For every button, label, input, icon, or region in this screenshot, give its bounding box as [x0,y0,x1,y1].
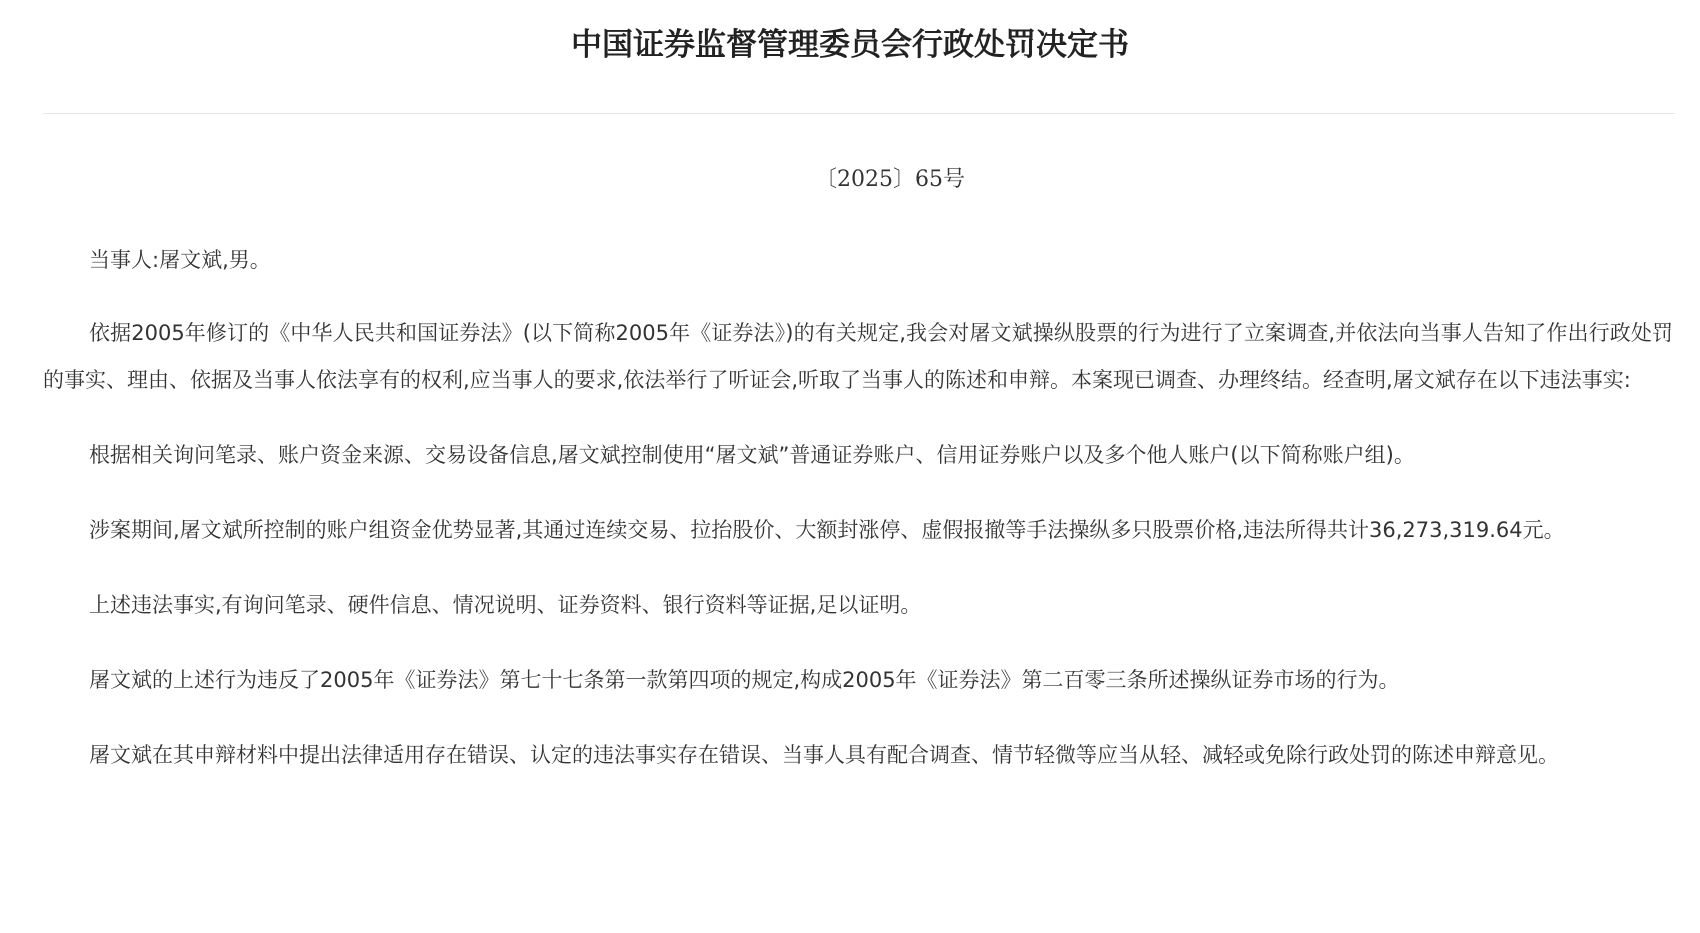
paragraph-investigation: 依据2005年修订的《中华人民共和国证券法》(以下简称2005年《证券法》)的有关规定,我会对屠文斌操纵股票的行为进行了立案调查,并依法向当事人告知了作出行政处罚的事实、理由、依据及当事人依法享有的权利,应当事人的要求,依法举行了听证会,听取了当事人的陈述和申辩。本案现已调查、办理终结。经查明,屠文斌存在以下违法事实: [43,321,1673,392]
document-title: 中国证券监督管理委员会行政处罚决定书 [571,27,1129,63]
paragraph-accounts: 根据相关询问笔录、账户资金来源、交易设备信息,屠文斌控制使用“屠文斌”普通证券账户、信用证券账户以及多个他人账户(以下简称账户组)。 [89,443,1415,467]
document-number: 〔2025〕65号 [815,167,965,192]
paragraph-evidence: 上述违法事实,有询问笔录、硬件信息、情况说明、证券资料、银行资料等证据,足以证明。 [89,593,922,617]
paragraph-illegal-gains: 涉案期间,屠文斌所控制的账户组资金优势显著,其通过连续交易、拉抬股价、大额封涨停、虚假报撤等手法操纵多只股票价格,违法所得共计36,273,319.64元。 [89,518,1565,542]
paragraph-defense: 屠文斌在其申辩材料中提出法律适用存在错误、认定的违法事实存在错误、当事人具有配合调查、情节轻微等应当从轻、减轻或免除行政处罚的陈述申辩意见。 [89,743,1559,767]
paragraph-violation: 屠文斌的上述行为违反了2005年《证券法》第七十七条第一款第四项的规定,构成2005年《证券法》第二百零三条所述操纵证券市场的行为。 [89,668,1400,692]
document-body [43,237,1673,807]
title-divider [43,113,1675,114]
paragraph-party: 当事人:屠文斌,男。 [89,248,271,272]
